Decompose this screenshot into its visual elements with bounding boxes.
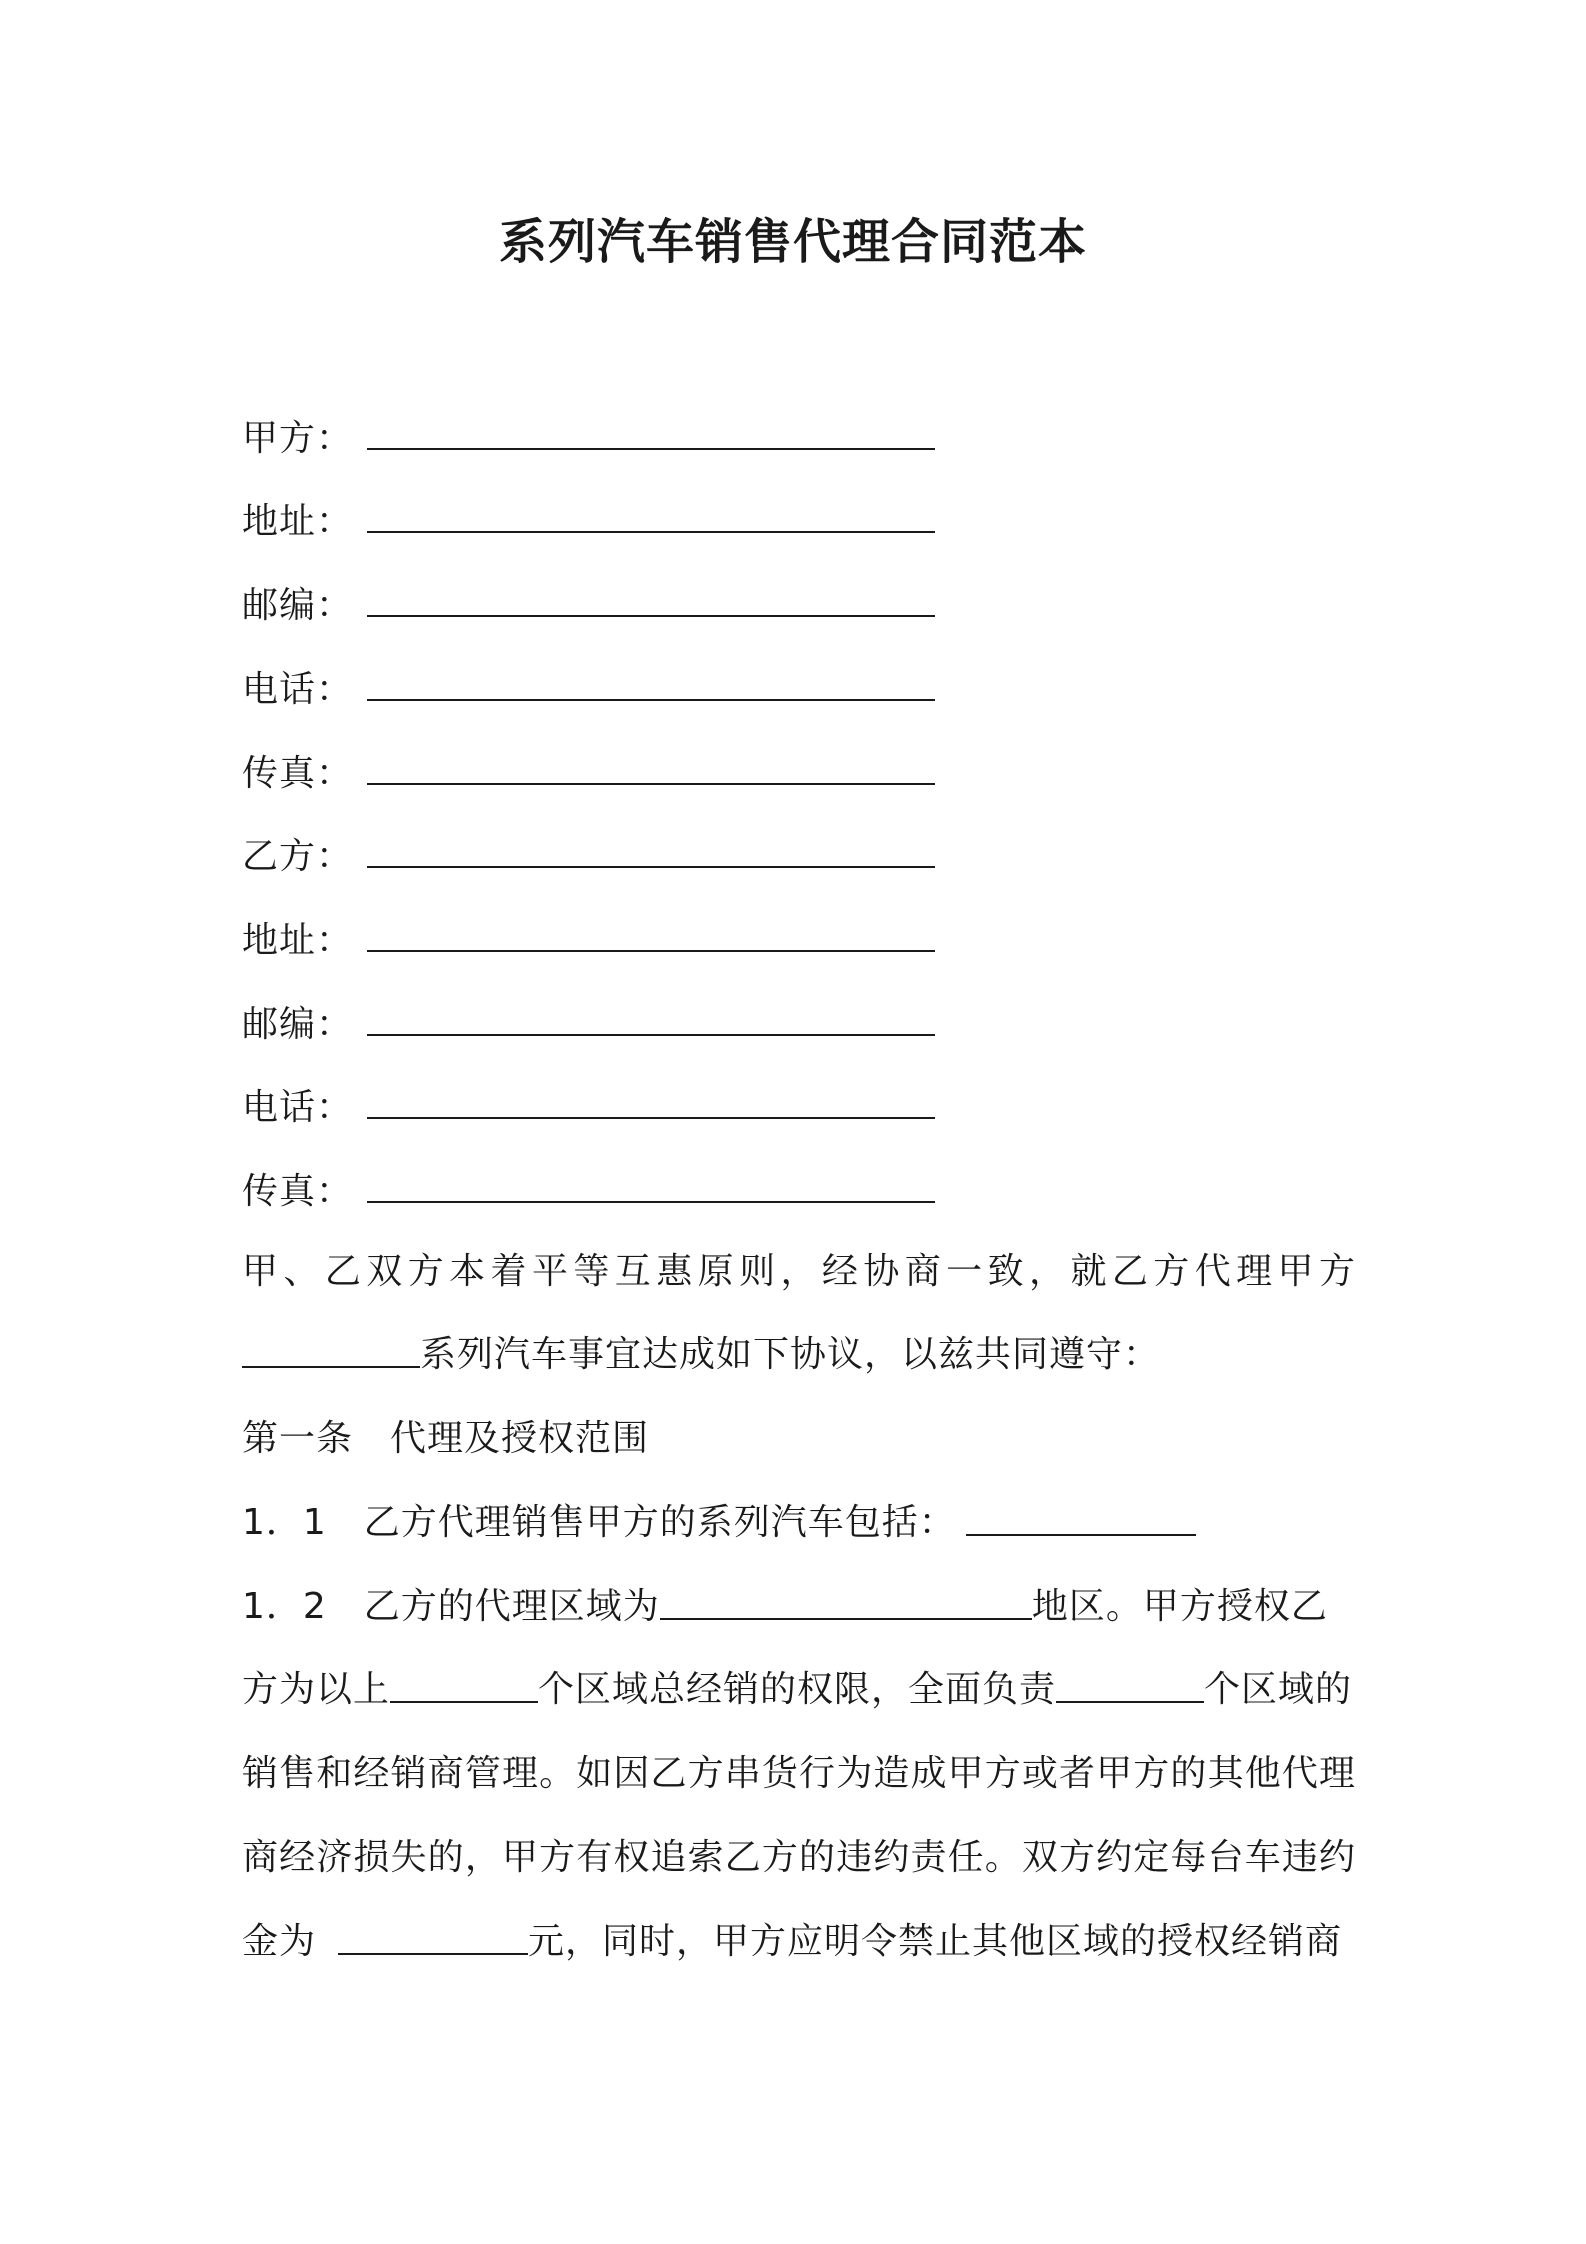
field-party-a-address [242,488,935,548]
clause-text: 方为以上 [242,1669,391,1710]
fill-in-blank[interactable] [367,1034,935,1036]
document-title: 系列汽车销售代理合同范本 [498,214,1087,270]
field-label: 电话： [242,668,354,710]
article-1-heading: 第一条 代理及授权范围 [242,1418,650,1459]
field-label: 地址： [242,500,354,542]
fill-in-blank[interactable] [367,699,935,701]
clause-1-1-text: 1．1 乙方代理销售甲方的系列汽车包括： [242,1502,956,1543]
fill-in-blank[interactable] [367,1117,935,1119]
fill-in-blank[interactable] [367,1201,935,1203]
fill-in-blank[interactable] [367,448,935,450]
field-party-a-postcode [242,572,935,632]
field-label: 邮编： [242,584,354,626]
field-label: 电话： [242,1086,354,1128]
fill-in-blank[interactable] [966,1534,1196,1536]
field-label: 地址： [242,919,354,961]
clause-1-2-line-5 [242,1912,1356,1972]
clause-1-2-text-a: 1．2 乙方的代理区域为 [242,1586,660,1627]
field-label: 邮编： [242,1003,354,1045]
clause-text: 元，同时，甲方应明令禁止其他区域的授权经销商 [528,1921,1343,1962]
fill-in-blank[interactable] [367,866,935,868]
clause-1-2-line-1 [242,1577,1356,1637]
clause-1-2-line-4: 商经济损失的，甲方有权追索乙方的违约责任。双方约定每台车违约 [242,1837,1356,1878]
clause-1-1 [242,1493,1356,1553]
intro-line-1: 甲、乙双方本着平等互惠原则，经协商一致，就乙方代理甲方 [242,1251,1356,1292]
fill-in-blank[interactable] [1056,1701,1204,1703]
clause-1-2-text-b: 地区。甲方授权乙 [1031,1586,1328,1627]
fill-in-blank[interactable] [367,950,935,952]
field-party-b [242,823,935,883]
fill-in-blank[interactable] [242,1366,420,1368]
field-party-a-fax [242,740,935,800]
clause-1-2-line-3: 销售和经销商管理。如因乙方串货行为造成甲方或者甲方的其他代理 [242,1753,1356,1794]
field-party-b-address [242,907,935,967]
fill-in-blank[interactable] [367,783,935,785]
field-label: 甲方： [242,417,354,459]
clause-1-2-line-2 [242,1660,1356,1720]
fill-in-blank[interactable] [390,1701,538,1703]
fill-in-blank[interactable] [338,1953,528,1955]
field-label: 传真： [242,1170,354,1212]
field-party-b-fax [242,1158,935,1218]
field-label: 乙方： [242,835,354,877]
field-party-a [242,405,935,465]
intro-line-2 [242,1325,1356,1385]
clause-text: 个区域总经销的权限，全面负责 [538,1669,1057,1710]
fill-in-blank[interactable] [367,531,935,533]
intro-line-2-text: 系列汽车事宜达成如下协议，以兹共同遵守： [420,1334,1161,1375]
field-label: 传真： [242,752,354,794]
field-party-b-postcode [242,991,935,1051]
fill-in-blank[interactable] [660,1618,1032,1620]
field-party-a-phone [242,656,935,716]
clause-text: 金为 [242,1921,317,1962]
field-party-b-phone [242,1074,935,1134]
clause-text: 个区域的 [1204,1669,1353,1710]
fill-in-blank[interactable] [367,615,935,617]
